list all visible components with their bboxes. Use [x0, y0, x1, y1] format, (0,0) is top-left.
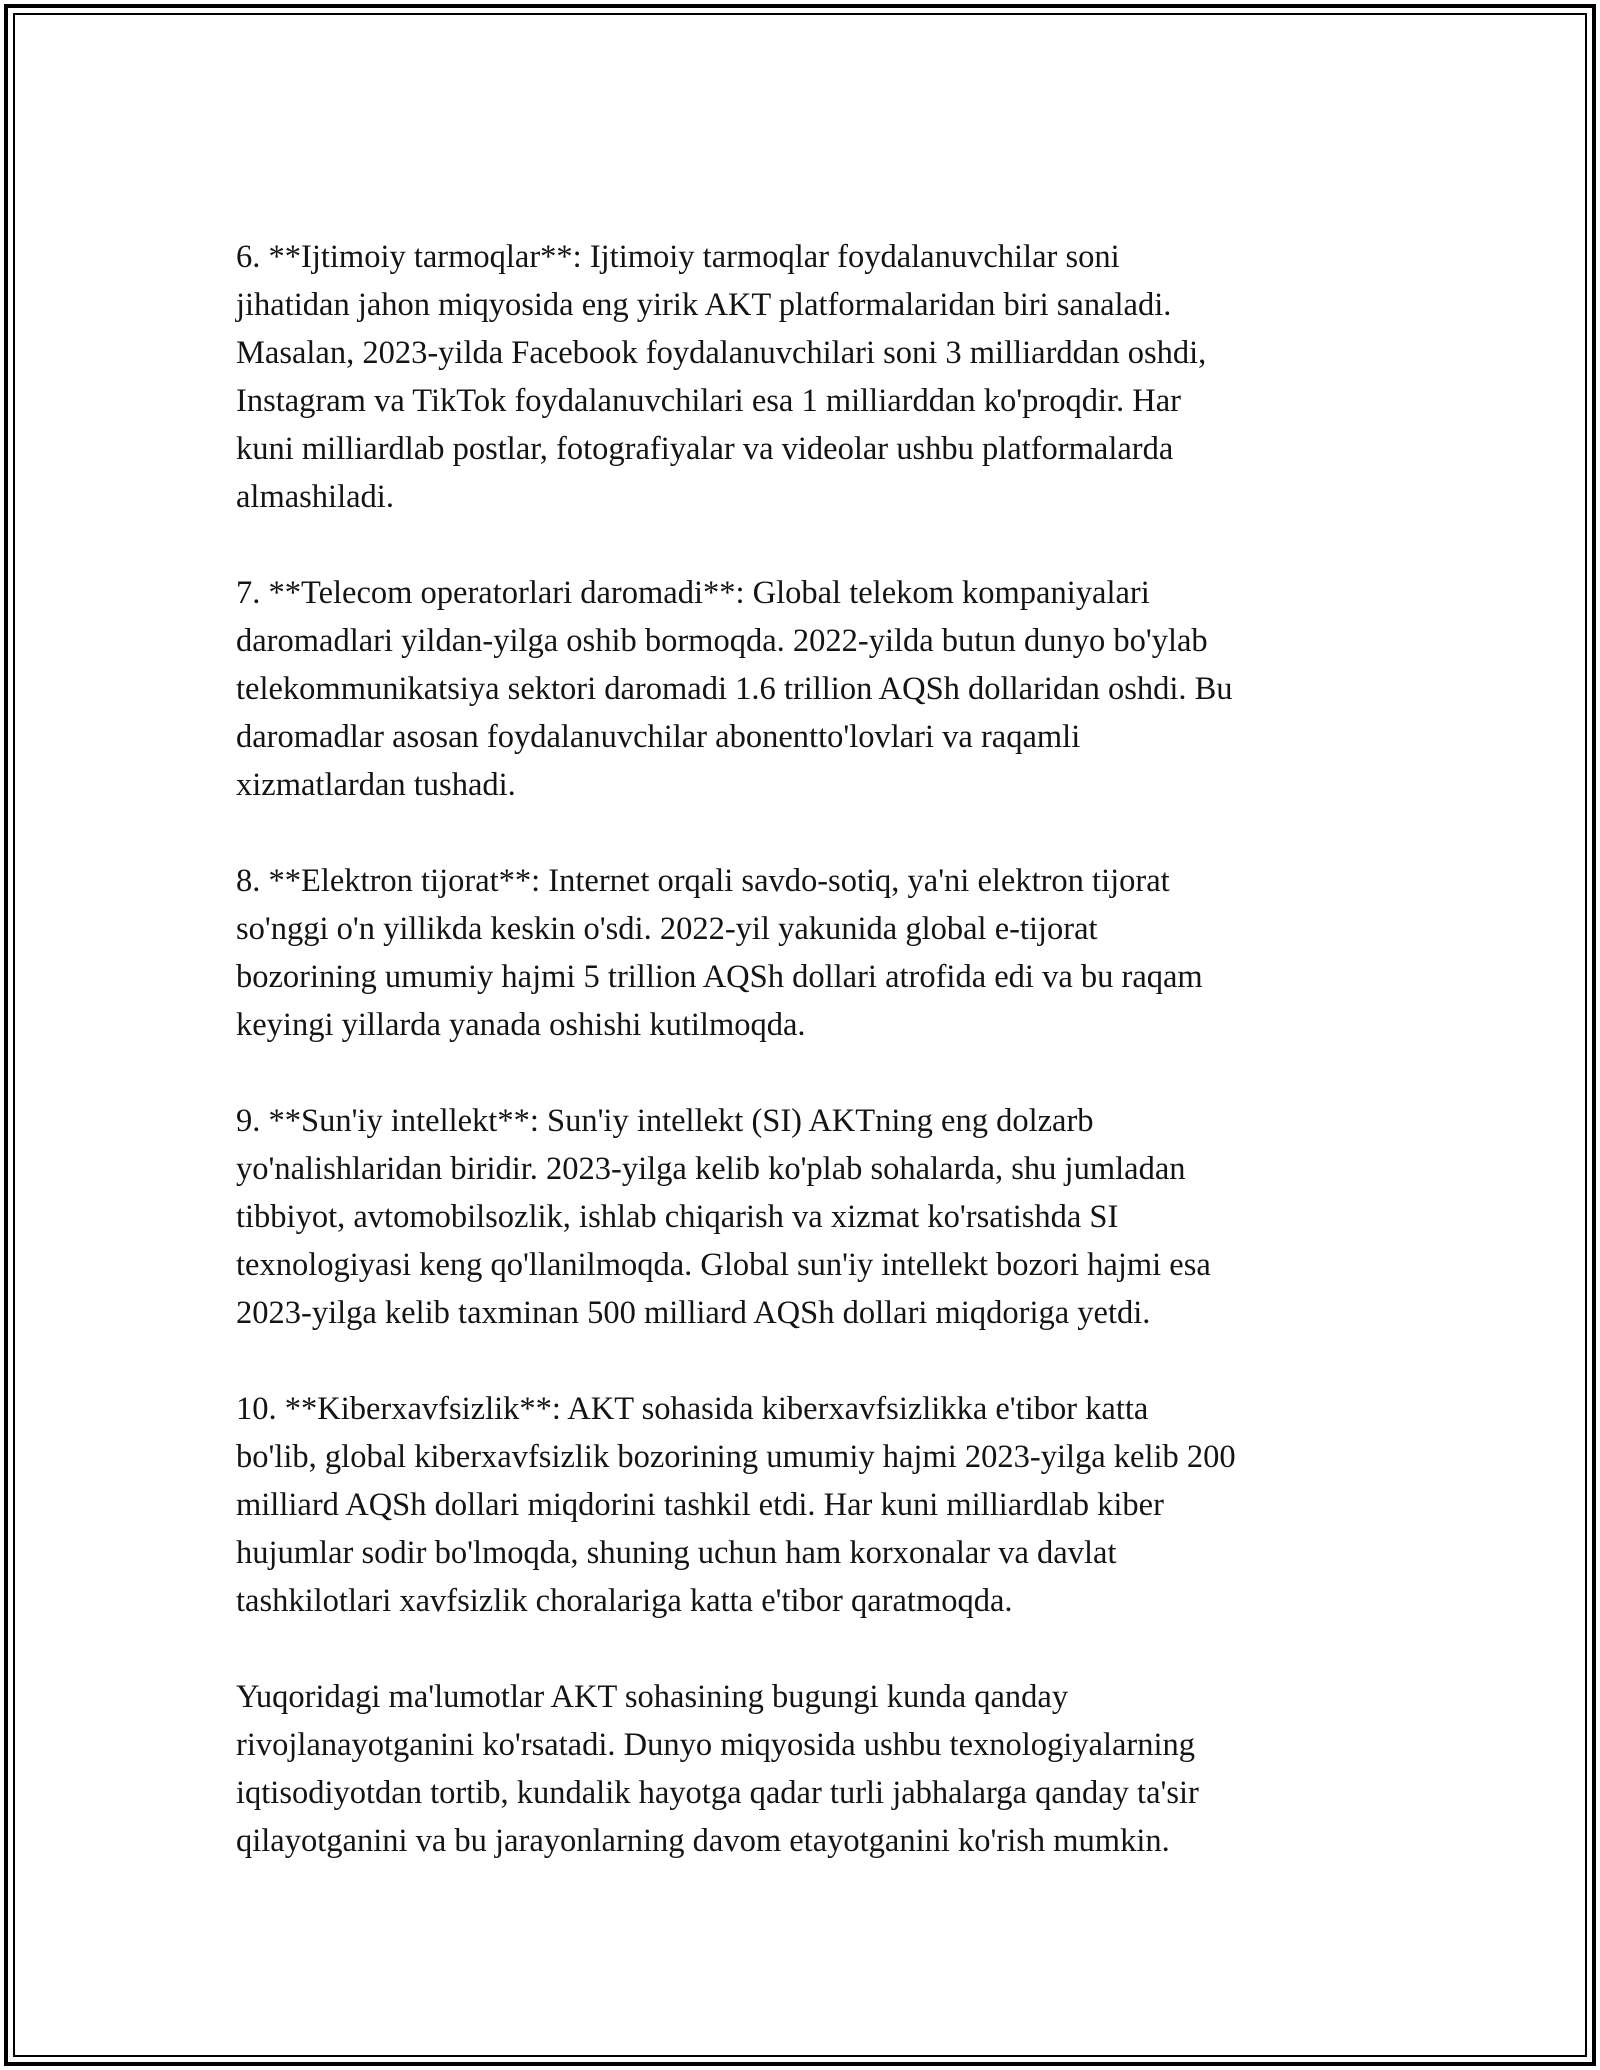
text-line: 7. **Telecom operatorlari daromadi**: Global telekom kompaniyalari [236, 575, 1150, 611]
document-body [236, 233, 1396, 1865]
text-line: almashiladi. [236, 479, 394, 515]
text-line: kuni milliardlab postlar, fotografiyalar va videolar ushbu platformalarda [236, 431, 1174, 467]
paragraph-social-networks [236, 233, 1396, 521]
paragraph-telecom-revenue [236, 569, 1396, 809]
text-line: bozorining umumiy hajmi 5 trillion AQSh dollari atrofida edi va bu raqam [236, 959, 1203, 995]
paragraph-conclusion [236, 1673, 1396, 1865]
text-line: Instagram va TikTok foydalanuvchilari esa 1 milliarddan ko'proqdir. Har [236, 383, 1181, 419]
text-line: xizmatlardan tushadi. [236, 767, 516, 803]
text-line: bo'lib, global kiberxavfsizlik bozorining umumiy hajmi 2023-yilga kelib 200 [236, 1439, 1236, 1475]
text-line: qilayotganini va bu jarayonlarning davom etayotganini ko'rish mumkin. [236, 1823, 1170, 1859]
text-line: tashkilotlari xavfsizlik choralariga katta e'tibor qaratmoqda. [236, 1583, 1013, 1619]
text-line: rivojlanayotganini ko'rsatadi. Dunyo miqyosida ushbu texnologiyalarning [236, 1727, 1196, 1763]
text-line: 10. **Kiberxavfsizlik**: AKT sohasida kiberxavfsizlikka e'tibor katta [236, 1391, 1149, 1427]
text-line: Yuqoridagi ma'lumotlar AKT sohasining bugungi kunda qanday [236, 1679, 1069, 1715]
text-line: daromadlari yildan-yilga oshib bormoqda. 2022-yilda butun dunyo bo'ylab [236, 623, 1208, 659]
paragraph-e-commerce [236, 857, 1396, 1049]
text-line: Masalan, 2023-yilda Facebook foydalanuvchilari soni 3 milliarddan oshdi, [236, 335, 1207, 371]
text-line: telekommunikatsiya sektori daromadi 1.6 trillion AQSh dollaridan oshdi. Bu [236, 671, 1233, 707]
paragraph-cybersecurity [236, 1385, 1396, 1625]
text-line: texnologiyasi keng qo'llanilmoqda. Global sun'iy intellekt bozori hajmi esa [236, 1247, 1211, 1283]
text-line: iqtisodiyotdan tortib, kundalik hayotga qadar turli jabhalarga qanday ta'sir [236, 1775, 1199, 1811]
text-line: yo'nalishlaridan biridir. 2023-yilga kelib ko'plab sohalarda, shu jumladan [236, 1151, 1186, 1187]
text-line: 2023-yilga kelib taxminan 500 milliard AQSh dollari miqdoriga yetdi. [236, 1295, 1151, 1331]
text-line: so'nggi o'n yillikda keskin o'sdi. 2022-yil yakunida global e-tijorat [236, 911, 1098, 947]
text-line: keyingi yillarda yanada oshishi kutilmoqda. [236, 1007, 806, 1043]
text-line: daromadlar asosan foydalanuvchilar abonentto'lovlari va raqamli [236, 719, 1081, 755]
text-line: 6. **Ijtimoiy tarmoqlar**: Ijtimoiy tarmoqlar foydalanuvchilar soni [236, 239, 1120, 275]
text-line: hujumlar sodir bo'lmoqda, shuning uchun ham korxonalar va davlat [236, 1535, 1117, 1571]
text-line: 9. **Sun'iy intellekt**: Sun'iy intellekt (SI) AKTning eng dolzarb [236, 1103, 1094, 1139]
text-line: 8. **Elektron tijorat**: Internet orqali savdo-sotiq, ya'ni elektron tijorat [236, 863, 1170, 899]
text-line: jihatidan jahon miqyosida eng yirik AKT platformalaridan biri sanaladi. [236, 287, 1172, 323]
paragraph-artificial-intelligence [236, 1097, 1396, 1337]
text-line: tibbiyot, avtomobilsozlik, ishlab chiqarish va xizmat ko'rsatishda SI [236, 1199, 1119, 1235]
text-line: milliard AQSh dollari miqdorini tashkil etdi. Har kuni milliardlab kiber [236, 1487, 1164, 1523]
